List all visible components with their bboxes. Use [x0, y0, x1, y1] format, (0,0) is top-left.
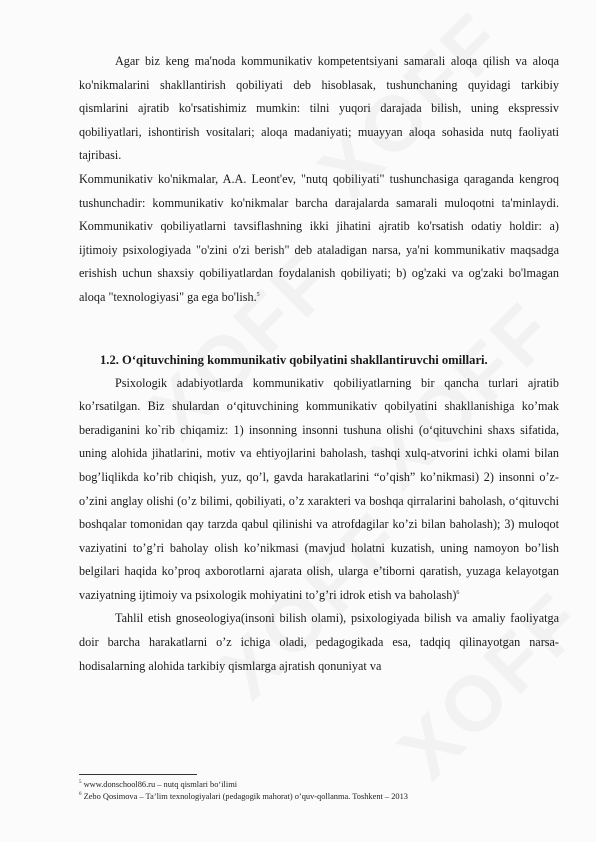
footnote-separator: [79, 774, 197, 775]
footnote-ref: 5: [256, 291, 260, 298]
footnote-ref: 6: [456, 589, 460, 596]
paragraph-communicative-skills: [79, 168, 559, 310]
footnote-6: $^6$ Zebo Qosimova – Ta’lim texnologiyalari (pedagogik mahorat) o’quv-qollanma. Toshkent – 2013: [79, 792, 408, 801]
paragraph-communicative-competence: Agar biz keng ma'noda kommunikativ kompetentsiyani samarali aloqa qilish va aloqa ko'nikmalarini shakllantirish qobiliyati deb hisoblasak, tushunchaning quyidagi tarkibiy qismlarini ajratib ko'rsatishimiz mumkin: tilni yuqori darajada bilish, uning ekspressiv qobiliyatlari, ishontirish vositalari; aloqa madaniyati; muayyan aloqa sohasida nutq faoliyati tajribasi.: [79, 54, 559, 163]
paragraph-analysis: Tahlil etish gnoseologiya(insoni bilish olami), psixologiyada bilish va amaliy faoliyatga doir barcha harakatlarni o’z ichiga oladi, pedagogikada esa, tadqiq qilinayotgan narsa-hodisalarning alohida tarkibiy qismlarga ajratish qonuniyat va: [79, 611, 559, 673]
document-body: [79, 50, 559, 678]
section-heading: 1.2. O‘qituvchining kommunikativ qobilyatini shakllantiruvchi omillari.: [100, 352, 488, 367]
paragraph-text: Kommunikativ ko'nikmalar, A.A. Leont'ev, "nutq qobiliyati" tushunchasiga qaraganda kengroq tushunchadir: kommunikativ ko'nikmalar barcha darajalarda samarali muloqotni ta'minlaydi. Kommunikativ qobiliyatlarni tavsiflashning ikki jihatini ajratib ko'rsatish odatiy holdir: a) ijtimoiy psixologiyada "o'zini o'zi berish" deb ataladigan narsa, ya'ni kommunikativ maqsadga erishish uchun shaxsiy qobiliyatlardan foydalanish qobiliyati; b) og'zaki va og'zaki bo'lmagan aloqa "texnologiyasi" ga ega bo'lish.: [79, 171, 559, 304]
paragraph-text: Psixologik adabiyotlarda kommunikativ qobiliyatlarning bir qancha turlari ajratib ko’rsatilgan. Biz shulardan o‘qituvchining kommunikativ qobilyatini shakllanishiga ko’mak beradiganini ko`rib chiqamiz: 1) insonning insonni tushuna olishi (o‘qituvchini shaxs sifatida, uning alohida jihatlarini, motiv va ehtiyojlarini baholash, tashqi xulq-atvorini ichki olami bilan bog’liqlikda ko’rib chiqish, yuz, qo’l, gavda harakatlarini “o’qish” ko’nikmasi) 2) insonni o’z-o’zini anglay olishi (o’z bilimi, qobiliyati, o’z xarakteri va boshqa qirralarini baholash, o‘qituvchi boshqalar tomonidan qay tarzda qabul qilinishi va atrofdagilar ko’zi bilan baholash); 3) muloqot vaziyatini to’g’ri baholay olish ko’nikmasi (mavjud holatni kuzatish, uning namoyon bo’lish belgilari haqida ko’proq axborotlarni ajarata olish, ularga e’tiborni qaratish, yuzaga kelayotgan vaziyatning ijtimoiy va psixologik mohiyatini to’g’ri idrok etish va baholash): [79, 375, 559, 602]
footnotes: [79, 779, 559, 803]
footnote-5: $^5$ www.donschool86.ru – nutq qismlari bo‘ilimi: [79, 780, 238, 789]
paragraph-psychological-literature: [79, 372, 559, 608]
